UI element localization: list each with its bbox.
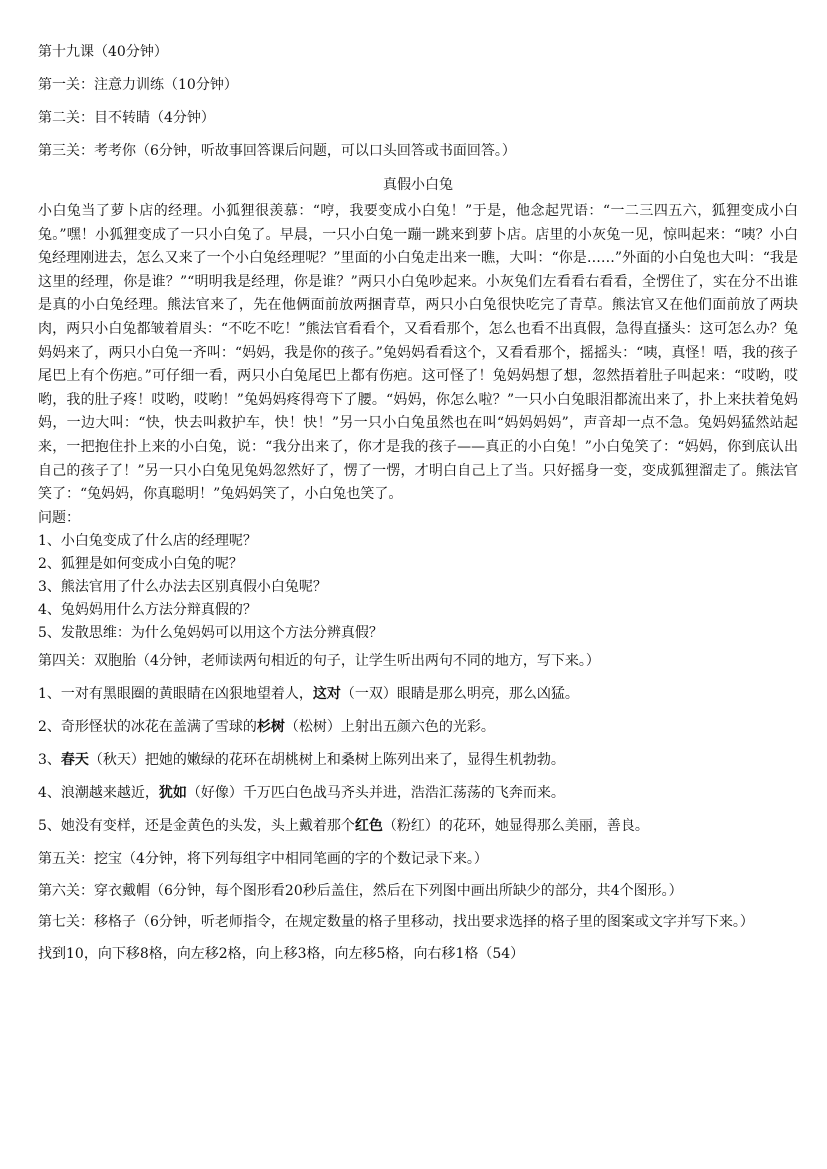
sentence-1 <box>38 678 798 711</box>
stage-5-title: 第五关：挖宝（4分钟，将下列每组字中相同笔画的字的个数记录下来。） <box>38 850 488 867</box>
sentence-3 <box>38 744 798 777</box>
sentence-2 <box>38 711 798 744</box>
stage-3-title: 第三关：考考你（6分钟，听故事回答课后问题，可以口头回答或书面回答。） <box>38 143 516 159</box>
lesson-header: 第十九课（40分钟） <box>38 44 168 60</box>
question-item: 3、熊法官用了什么办法去区别真假小白兔呢？ <box>38 578 327 595</box>
highlight-word: 杉树 <box>256 718 285 735</box>
story-title: 真假小白兔 <box>383 177 453 193</box>
stage-2-title: 第二关：目不转睛（4分钟） <box>38 110 215 126</box>
stage-6-title: 第六关：穿衣戴帽（6分钟，每个图形看20秒后盖住，然后在下列图中画出所缺少的部分，共4个图形。） <box>38 882 683 899</box>
sentence-text: （好像）千万匹白色战马齐头并进，浩浩汇荡荡的飞奔而来。 <box>186 784 565 801</box>
sentence-text: 4、浪潮越来越近， <box>38 784 159 801</box>
question-item: 2、狐狸是如何变成小白兔的呢？ <box>38 555 243 572</box>
sentence-text: （粉红）的花环，她显得那么美丽，善良。 <box>382 817 649 834</box>
highlight-word: 春天 <box>60 751 89 768</box>
document-page <box>38 36 798 971</box>
stage-1-title: 第一关：注意力训练（10分钟） <box>38 77 238 93</box>
sentence-text: （秋天）把她的嫩绿的花环在胡桃树上和桑树上陈列出来了，显得生机勃勃。 <box>88 751 565 768</box>
question-item: 5、发散思维：为什么兔妈妈可以用这个方法分辨真假？ <box>38 624 383 641</box>
sentence-5 <box>38 810 798 843</box>
sentence-text: 3、 <box>38 751 61 768</box>
sentence-text: 5、她没有变样，还是金黄色的头发，头上戴着那个 <box>38 817 355 834</box>
stage-4-title: 第四关：双胞胎（4分钟，老师读两句相近的句子，让学生听出两句不同的地方，写下来。） <box>38 652 600 669</box>
move-instruction: 找到10，向下移8格，向左移2格，向上移3格，向左移5格，向右移1格（54） <box>38 945 525 962</box>
stage-7-title: 第七关：移格子（6分钟，听老师指令，在规定数量的格子里移动，找出要求选择的格子里的图案或文字并写下来。） <box>38 913 754 930</box>
sentence-4 <box>38 777 798 810</box>
sentence-text: （一双）眼睛是那么明亮，那么凶猛。 <box>340 685 579 702</box>
highlight-word: 这对 <box>312 685 341 702</box>
question-item: 4、兔妈妈用什么方法分辩真假的？ <box>38 601 257 618</box>
story-body: 小白兔当了萝卜店的经理。小狐狸很羡慕：“哼，我要变成小白兔！”于是，他念起咒语：“一二三四五六，狐狸变成小白兔。”嘿！小狐狸变成了一只小白兔了。早晨，一只小白兔一蹦一跳来到萝卜店。店里的小灰兔一见，惊叫起来：“咦？小白兔经理刚进去，怎么又来了一个小白兔经理呢？”里面的小白兔走出来一瞧，大叫：“你是……”外面的小白兔也大叫：“我是这里的经理，你是谁？”“明明我是经理，你是谁？”两只小白兔吵起来。小灰兔们左看看右看看，全愣住了，实在分不出谁是真的小白兔经理。熊法官来了，先在他俩面前放两捆青草，两只小白兔很快吃完了青草。熊法官又在他们面前放了两块肉，两只小白兔都皱着眉头：“不吃不吃！”熊法官看看个，又看看那个，怎么也看不出真假，急得直搔头：这可怎么办？兔妈妈来了，两只小白兔一齐叫：“妈妈，我是你的孩子。”兔妈妈看看这个，又看看那个，摇摇头：“咦，真怪！唔，我的孩子尾巴上有个伤疤。”可仔细一看，两只小白兔尾巴上都有伤疤。这可怪了！兔妈妈想了想，忽然捂着肚子叫起来：“哎哟，哎哟，我的肚子疼！哎哟，哎哟！”兔妈妈疼得弯下了腰。“妈妈，你怎么啦？”一只小白兔眼泪都流出来了，扑上来扶着兔妈妈，一边大叫：“快，快去叫救护车，快！快！”另一只小白兔虽然也在叫“妈妈妈妈”，声音却一点不急。兔妈妈猛然站起来，一把抱住扑上来的小白兔，说：“我分出来了，你才是我的孩子——真正的小白兔！”小白兔笑了：“妈妈，你到底认出自己的孩子了！”另一只小白兔见兔妈忽然好了，愣了一愣，才明白自己上了当。只好摇身一变，变成狐狸溜走了。熊法官笑了：“兔妈妈，你真聪明！”兔妈妈笑了，小白兔也笑了。 <box>38 203 798 503</box>
questions-label: 问题： <box>38 509 80 526</box>
sentence-text: 2、奇形怪状的冰花在盖满了雪球的 <box>38 718 257 735</box>
highlight-word: 红色 <box>354 817 383 834</box>
highlight-word: 犹如 <box>158 784 187 801</box>
question-item: 1、小白兔变成了什么店的经理呢？ <box>38 532 257 549</box>
sentence-text: 1、一对有黑眼圈的黄眼睛在凶狠地望着人， <box>38 685 313 702</box>
sentence-text: （松树）上射出五颜六色的光彩。 <box>284 718 495 735</box>
